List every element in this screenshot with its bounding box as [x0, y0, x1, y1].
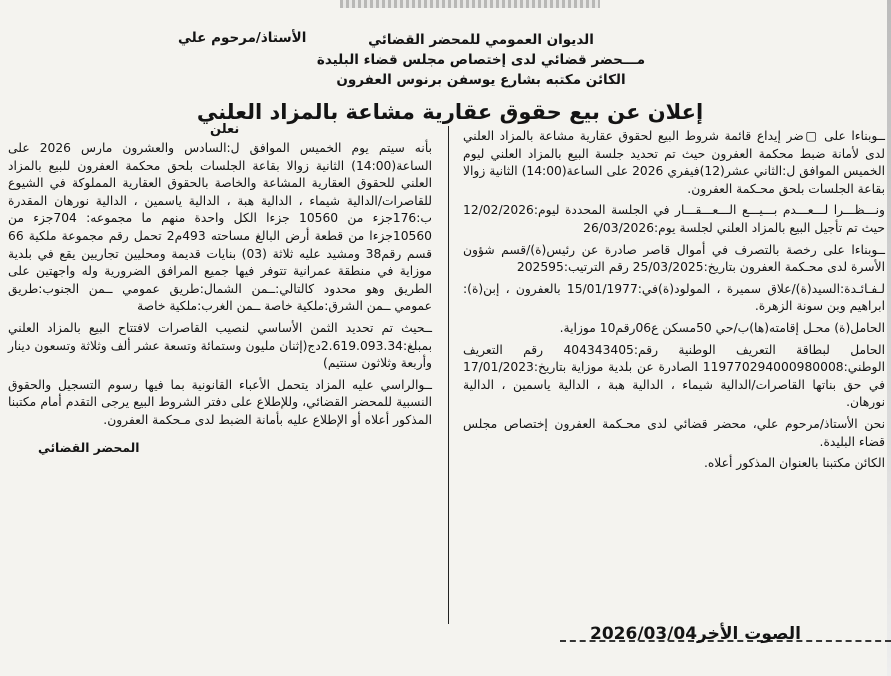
- column-divider: [448, 126, 449, 624]
- paragraph: نحن الأستاذ/مرحوم علي، محضر قضائي لدى محـكمة العفرون إختصاص مجلس قضاء البليدة.: [463, 416, 885, 449]
- bailiff-name: الأستاذ/مرحوم علي: [178, 30, 307, 46]
- newspaper-name: الصوت الأخر: [697, 624, 801, 644]
- announce-heading: نعلن: [210, 122, 240, 137]
- bailiff-office-block: [271, 30, 691, 90]
- paragraph: بأنه سيتم يوم الخميس الموافق ل:السادس والعشرون مارس 2026 على الساعة(14:00) الثانية زوالا بقاعة الجلسات بلحق محكمة العفرون للبيع بالمزاد العلني للحقوق العقارية المشاعة والخاصة بالحقوق العقارية المملوكة في الشيوع للقاصرات/الدالية شيماء ، الدالية هبة ، الدالية ياسمين ، الدالية نورهان المقدرة ب:176جزء من 10560 جزءا الكل واحدة منهم ما مجموعه: 704جزء من 10560جزءا من قطعة أرض البالغ مساحته 493م2 تحمل رقم مجموعة ملكية 66 قسم رقم38 ومشيد عليه ثلاثة (03) بنايات قديمة ومحليين تجاريين يقع في بلدية موزاية في منطقة عمرانية تتوفر فيها جميع المرافق الضرورية وله واجهتين على الطريق وهو محدود كالتالي:ــمن الشمال:طريق عمومي ــمن الجنوب:طريق عمومي ــمن الشرق:ملكية خاصة ــمن الغرب:ملكية خاصة: [8, 141, 432, 314]
- office-address: الكائن مكتبه بشارع يوسفن برنوس العفرون: [336, 72, 626, 88]
- paragraph: لـفـائـدة:السيد(ة)/علاق سميرة ، المولود(ة)في:15/01/1977 بالعفرون ، إبن(ة): ابراهيم وبن سونة الزهرة.: [463, 281, 885, 314]
- page-edge: [887, 0, 891, 676]
- paragraph: الحامل(ة) محـل إقامته(ها)ب/حي 50مسكن ع06رقم10 موزاية.: [559, 320, 885, 335]
- notice-header: [30, 30, 861, 100]
- notice-title: إعلان عن بيع حقوق عقارية مشاعة بالمزاد العلني: [196, 100, 704, 124]
- paragraph: ــوالراسي عليه المزاد يتحمل الأعباء القانونية بما فيها رسوم التسجيل والحقوق النسبية للمحضر القضائي، وللإطلاع على دفتر الشروط البيع يرجى التقدم أمام مكتبنا المذكور أعلاه أو الإطلاع عليه بأمانة الضبط لدى مـحكمة العفرون.: [8, 377, 432, 427]
- paragraph: ونـــظـــرا لـــعـــدم بـــيـــع الـــعـــقـــار في الجلسة المحددة ليوم:12/02/2026 حيث تم تأجيل البيع بالمزاد العلني لجلسة يوم:26/03/2026: [463, 203, 885, 235]
- right-column: [463, 128, 885, 477]
- signature: المحضر القضائي: [38, 440, 140, 455]
- publication-date: 2026/03/04: [590, 624, 698, 644]
- office-jurisdiction: مـــحضر قضائي لدى إختصاص مجلس قضاء البليدة: [316, 52, 646, 68]
- paragraph: ــحيث تم تحديد الثمن الأساسي لنصيب القاصرات لافتتاح البيع بالمزاد العلني بمبلغ:2.619.093.34دج(إثنان مليون وستمائة وتسعة عشر ألف وثلاثة وتسعون دينار وأربعة وثلاثون سنتيم): [8, 320, 432, 371]
- paragraph: ــوبناءا على رخصة بالتصرف في أموال قاصر صادرة عن رئيس(ة)/قسم شؤون الأسرة لدى محـكمة العفرون بتاريخ:25/03/2025 رقم الترتيب:202595: [463, 242, 885, 275]
- paragraph: ــوبناءا على ▢ضر إيداع قائمة شروط البيع لحقوق عقارية مشاعة بالمزاد العلني لدى لأمانة ضبط محكمة العفرون حيث تم تحديد جلسة البيع بالمزاد العلني ليوم الخميس الموافق ل:الثاني عشر(12)فيفري 2026 على الساعة(14:00) الثانية زوالا بقاعة الجلسات بلحق محـكمة العفرون.: [463, 129, 885, 196]
- publication-footer: [590, 624, 801, 644]
- office-name: الديوان العمومي للمحضر القضائي: [368, 32, 594, 48]
- paragraph: الحامل لبطاقة التعريف الوطنية رقم:404343405 رقم التعريف الوطني:119770294000980008 الصادرة عن بلدية موزاية بتاريخ:17/01/2023 في حق بناتها القاصرات/الدالية شيماء ، الدالية هبة ، الدالية ياسمين ، الدالية نورهان.: [463, 342, 885, 410]
- left-column: [8, 140, 432, 457]
- paragraph: الكائن مكتبنا بالعنوان المذكور أعلاه.: [703, 456, 885, 471]
- clipping-edge: [340, 0, 600, 8]
